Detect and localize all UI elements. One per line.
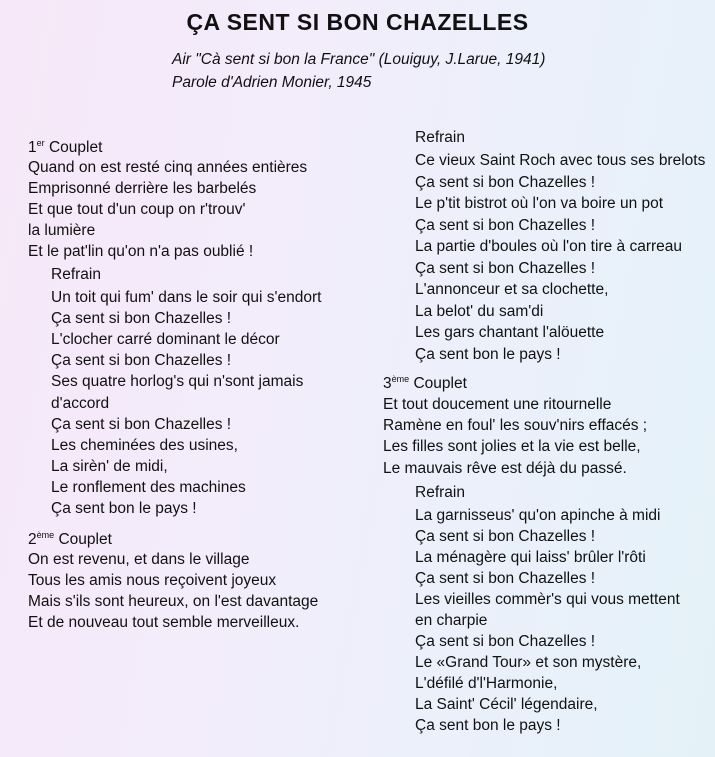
- lyric-line: Ça sent si bon Chazelles !: [51, 352, 232, 370]
- lyric-line: Tous les amis nous reçoivent joyeux: [28, 572, 277, 590]
- couplet2-heading: [28, 531, 112, 548]
- couplet-label: Couplet: [54, 531, 112, 549]
- couplet-label: Couplet: [409, 375, 467, 393]
- couplet-number: 1: [28, 139, 37, 157]
- lyric-line: L'clocher carré dominant le décor: [51, 331, 280, 349]
- lyric-line: Ça sent si bon Chazelles !: [415, 216, 596, 234]
- lyric-line: Ça sent si bon Chazelles !: [51, 415, 232, 433]
- lyric-line: d'accord: [51, 394, 110, 412]
- lyric-line: La garnisseus' qu'on apinche à midi: [415, 507, 661, 524]
- lyric-line: L'défilé d'l'Harmonie,: [415, 675, 558, 692]
- song-title: ÇA SENT SI BON CHAZELLES: [186, 9, 529, 35]
- refrain3-heading: Refrain: [415, 484, 465, 501]
- lyric-line: Ça sent bon le pays !: [415, 717, 561, 734]
- lyric-line: Les filles sont jolies et la vie est belle,: [383, 438, 641, 456]
- lyric-line: Ça sent si bon Chazelles !: [415, 528, 596, 545]
- lyric-line: La belot' du sam'di: [415, 302, 544, 320]
- air-credit: Air "Cà sent si bon la France" (Louiguy, J.Larue, 1941): [172, 51, 546, 68]
- lyric-line: L'annonceur et sa clochette,: [415, 281, 609, 298]
- lyric-line: Ce vieux Saint Roch avec tous ses brelots: [415, 152, 706, 169]
- lyric-line: en charpie: [415, 612, 488, 629]
- lyric-line: la lumière: [28, 222, 96, 240]
- lyric-line: Et que tout d'un coup on r'trouv': [28, 201, 246, 219]
- lyric-line: Emprisonné derrière les barbelés: [28, 180, 257, 198]
- lyric-line: Quand on est resté cinq années entières: [28, 159, 308, 176]
- lyric-line: Ses quatre horlog's qui n'sont jamais: [51, 373, 304, 391]
- lyric-line: Et de nouveau tout semble merveilleux.: [28, 614, 300, 632]
- lyric-line: La partie d'boules où l'on tire à carreau: [415, 238, 683, 255]
- lyric-line: Un toit qui fum' dans le soir qui s'endort: [51, 289, 322, 306]
- lyric-line: Ramène en foul' les souv'nirs effacés ;: [383, 417, 648, 435]
- lyric-line: Le mauvais rêve est déjà du passé.: [383, 459, 627, 477]
- lyric-line: Ça sent si bon Chazelles !: [415, 570, 596, 587]
- lyric-line: Ça sent bon le pays !: [51, 500, 197, 517]
- couplet-number: 2: [28, 531, 37, 549]
- lyric-line: La ménagère qui laiss' brûler l'rôti: [415, 549, 646, 566]
- refrain2-heading: Refrain: [415, 129, 465, 146]
- lyric-line: Ça sent si bon Chazelles !: [415, 173, 596, 191]
- lyric-line: Et le pat'lin qu'on n'a pas oublié !: [28, 243, 254, 261]
- refrain1-heading: Refrain: [51, 266, 101, 283]
- lyrics-credit: Parole d'Adrien Monier, 1945: [172, 74, 372, 91]
- lyric-line: Les cheminées des usines,: [51, 436, 238, 454]
- couplet-ordinal: ème: [391, 374, 410, 384]
- lyric-line: Le «Grand Tour» et son mystère,: [415, 654, 642, 671]
- couplet1-heading: [28, 139, 102, 156]
- couplet-label: Couplet: [44, 139, 103, 157]
- lyric-line: La sirèn' de midi,: [51, 457, 168, 475]
- lyric-line: Et tout doucement une ritournelle: [383, 396, 612, 413]
- lyric-line: Ça sent si bon Chazelles !: [51, 310, 232, 328]
- lyric-line: Le p'tit bistrot où l'on va boire un pot: [415, 195, 664, 212]
- lyric-line: Ça sent si bon Chazelles !: [415, 259, 596, 277]
- lyric-line: La Saint' Cécil' légendaire,: [415, 696, 598, 713]
- couplet3-heading: [383, 375, 467, 392]
- couplet-ordinal: ème: [36, 530, 55, 540]
- lyric-line: Les gars chantant l'alöuette: [415, 324, 605, 341]
- couplet-number: 3: [383, 375, 392, 393]
- lyric-line: Ça sent bon le pays !: [415, 345, 561, 363]
- lyric-line: On est revenu, et dans le village: [28, 551, 250, 568]
- lyric-line: Ça sent si bon Chazelles !: [415, 633, 596, 650]
- couplet-ordinal: er: [36, 138, 45, 148]
- lyric-line: Mais s'ils sont heureux, on l'est davantage: [28, 593, 319, 611]
- lyric-line: Le ronflement des machines: [51, 478, 246, 496]
- lyric-line: Les vieilles commèr's qui vous mettent: [415, 591, 680, 608]
